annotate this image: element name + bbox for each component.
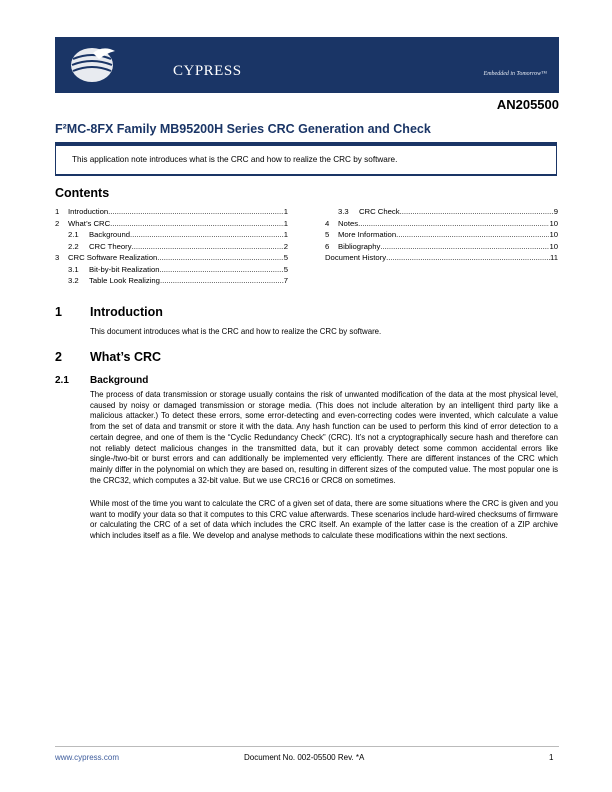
doc-number: AN205500 [496,97,559,112]
header-banner [55,37,559,93]
intro-paragraph: This document introduces what is the CRC and how to realize the CRC by software. [90,327,382,336]
toc-entry[interactable]: Document History ..... 11 [325,252,558,264]
page-title: F²MC-8FX Family MB95200H Series CRC Generation and Check [55,122,431,136]
toc-left [55,206,288,287]
toc-entry[interactable]: 6 Bibliography ..... 10 [325,241,558,253]
toc-entry[interactable]: 3.3 CRC Check ..... 9 [325,206,558,218]
section-heading-introduction: 1 Introduction [55,305,163,319]
section-heading-whats-crc: 2 What’s CRC [55,350,162,364]
toc-entry[interactable]: 5 More Information ..... 10 [325,229,558,241]
contents-heading: Contents [55,186,110,200]
brand-name: CYPRESS [173,63,242,79]
toc-entry[interactable]: 3.1 Bit-by-bit Realization ..... 5 [55,264,288,276]
toc-entry[interactable]: 1 Introduction ..... 1 [55,206,288,218]
subsection-heading-background: 2.1 Background [55,375,149,386]
background-paragraph-2: While most of the time you want to calculate the CRC of a given set of data, there are some situations where the CRC is given and you want to modify your data so that it computes to this CRC value afterwards. These scenarios include hard-wired checksums of firmware or calculating the CRC of a set of data which includes the CRC itself. An example of the latter case is the creation of a ZIP archive which includes itself as a file. We develop and analyse methods to calculate these modifications within the next sections. [90,499,558,541]
toc-right [325,206,558,264]
toc-entry[interactable]: 2 What’s CRC ..... 1 [55,218,288,230]
toc-entry[interactable]: 2.2 CRC Theory ..... 2 [55,241,288,253]
toc-entry[interactable]: 4 Notes ..... 10 [325,218,558,230]
footer-doc-number: Document No. 002-05500 Rev. *A [244,753,365,762]
toc-entry[interactable]: 2.1 Background ..... 1 [55,229,288,241]
footer-page-number: 1 [549,753,554,762]
abstract-box [55,142,557,176]
background-paragraph-1: The process of data transmission or storage usually contains the risk of unwanted modification of the data at the most physical level, caused by noisy or damaged transmission or storage media. (This does not include alteration by an intelligent third party like a malicious attacker.) To detect these errors, some error-detecting and even-correcting codes were invented, which calculate a value from the set of data and transmit or store it with the data. Any hash function can be used to perform this kind of error detection to a certain degree, and one of them is the “Cyclic Redundancy Check” (CRC). It’s not a cryptographically secure hash and therefore can not reliably detect malicious changes in the transmitted data, but it can provably detect some common accidental errors like single-/two-bit or burst errors and can additionally be implemented very efficiently. There are different instances of the CRC which mainly differ in the polynomial on which they are based on, resulting in different sizes of the computed value. The most popular one is the CRC32, which computes a 32-bit value. But we use CRC16 or CRC8 on sometimes. [90,390,558,485]
toc-entry[interactable]: 3.2 Table Look Realizing ..... 7 [55,275,288,287]
tagline: Embedded in Tomorrow™ [483,71,547,77]
abstract-text: This application note introduces what is the CRC and how to realize the CRC by software. [72,155,398,164]
cypress-logo-icon [69,45,115,85]
toc-entry[interactable]: 3 CRC Software Realization ..... 5 [55,252,288,264]
footer-url-link[interactable]: www.cypress.com [55,753,120,762]
footer-divider [55,746,559,747]
